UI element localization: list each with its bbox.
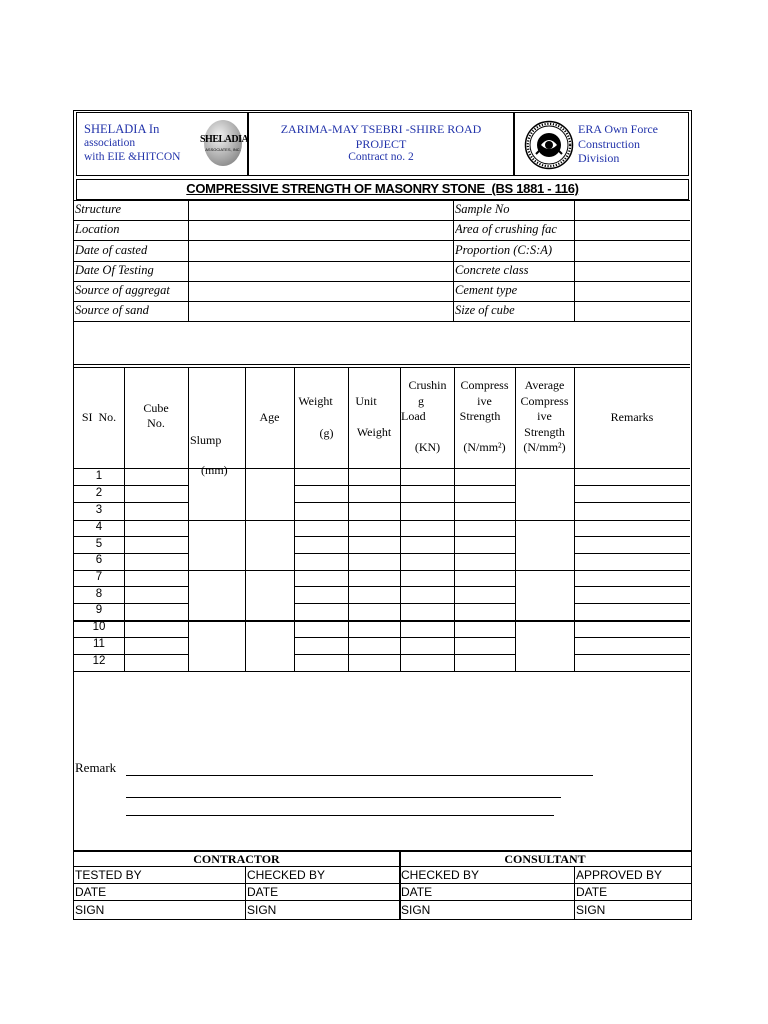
checked-by-label: CHECKED BY [247, 868, 326, 882]
header-right-line3: Division [578, 151, 620, 165]
info-label-area-crushing: Area of crushing fac [455, 222, 557, 236]
approved-by-label: APPROVED BY [576, 868, 663, 882]
sign-label: SIGN [401, 903, 431, 917]
remark-line [126, 797, 561, 798]
project-line1: ZARIMA-MAY TSEBRI -SHIRE ROAD [280, 122, 482, 136]
row-line [74, 485, 188, 486]
col-header-comp-4: (N/mm²) [463, 440, 506, 454]
sheladia-logo [200, 119, 249, 167]
col-header-unit-weight-1: Unit [355, 394, 377, 408]
info-label-source-sand: Source of sand [75, 303, 149, 317]
project-line3: Contract no. 2 [348, 151, 414, 163]
col-header-comp-2: ive [477, 394, 492, 408]
header-right-line2: Construction [578, 137, 640, 151]
row-line [574, 536, 690, 537]
row-number: 1 [95, 470, 103, 482]
row-number: 8 [95, 588, 103, 600]
col-header-avg-5: (N/mm²) [523, 440, 566, 454]
row-line [574, 603, 690, 604]
row-number: 12 [92, 655, 106, 667]
col-header-comp-3: Strength [459, 409, 501, 423]
col-header-remarks: Remarks [610, 410, 654, 424]
info-line [74, 240, 690, 241]
col-header-avg-1: Average [524, 378, 565, 392]
row-line [574, 485, 690, 486]
contractor-heading: CONTRACTOR [193, 852, 280, 866]
group-line [74, 620, 690, 622]
info-label-source-aggregate: Source of aggregat [75, 283, 170, 297]
row-line [294, 536, 515, 537]
remark-label: Remark [75, 760, 117, 775]
remark-line [126, 775, 593, 776]
row-line [574, 654, 690, 655]
group-line [74, 570, 690, 571]
col-header-crushing-1: Crushin [408, 378, 447, 392]
header-left-line2: association [84, 137, 136, 149]
row-number: 11 [93, 638, 105, 650]
row-line [74, 536, 188, 537]
logo-subtext: ASSOCIATES, INC. [205, 147, 241, 152]
info-label-location: Location [75, 222, 120, 236]
date-label: DATE [75, 885, 107, 899]
sign-label: SIGN [75, 903, 105, 917]
col-header-weight-2: (g) [319, 426, 334, 440]
footer-line [74, 883, 691, 884]
row-line [574, 553, 690, 554]
row-number: 3 [95, 504, 103, 516]
era-emblem [524, 120, 574, 170]
info-line [74, 301, 690, 302]
info-line [74, 220, 690, 221]
info-label-structure: Structure [75, 202, 122, 216]
col-header-crushing-2: g [418, 394, 424, 408]
row-line [294, 485, 515, 486]
col-header-slump-2: (mm) [201, 463, 228, 477]
info-label-concrete-class: Concrete class [455, 263, 529, 277]
info-label-date-testing: Date Of Testing [75, 263, 154, 277]
col-header-avg-3: ive [537, 409, 552, 423]
row-line [294, 603, 515, 604]
sign-label: SIGN [247, 903, 277, 917]
row-line [74, 586, 188, 587]
checked-by-label: CHECKED BY [401, 868, 480, 882]
info-vline [453, 200, 454, 321]
row-number: 9 [95, 604, 103, 616]
col-header-crushing-3: Load [401, 409, 426, 423]
row-number: 4 [95, 521, 103, 533]
table-line [74, 367, 690, 368]
row-line [294, 553, 515, 554]
consultant-heading: CONSULTANT [504, 852, 586, 866]
row-line [574, 502, 690, 503]
info-label-size-cube: Size of cube [455, 303, 515, 317]
col-header-comp-1: Compress [460, 378, 509, 392]
row-line [294, 502, 515, 503]
header-right-line1: ERA Own Force [578, 122, 658, 136]
col-header-cube-1: Cube [143, 401, 169, 415]
row-line [574, 586, 690, 587]
col-header-slump-1: Slump [190, 433, 222, 447]
page-title: COMPRESSIVE STRENGTH OF MASONRY STONE (BS 1881 - 116) [186, 181, 579, 196]
info-line [74, 321, 690, 322]
info-vline [188, 200, 189, 321]
row-number: 7 [95, 571, 103, 583]
info-line [74, 281, 690, 282]
row-line [294, 654, 515, 655]
row-number: 5 [95, 538, 103, 550]
info-line [74, 261, 690, 262]
remark-line [126, 815, 554, 816]
project-line2: PROJECT [355, 137, 407, 151]
col-header-crushing-4: (KN) [414, 440, 441, 454]
col-header-avg-4: Strength [524, 425, 565, 439]
col-header-si-no: SI No. [81, 410, 117, 424]
info-vline [574, 200, 575, 321]
sign-label: SIGN [576, 903, 606, 917]
col-header-unit-weight-2: Weight [356, 425, 392, 439]
date-label: DATE [576, 885, 608, 899]
header-left-line1: SHELADIA In [84, 122, 160, 136]
row-line [74, 502, 188, 503]
logo-text: SHELADIA [200, 134, 249, 145]
info-label-cement-type: Cement type [455, 283, 518, 297]
row-number: 10 [92, 621, 106, 633]
info-label-sample-no: Sample No [455, 202, 510, 216]
row-line [574, 637, 690, 638]
col-header-avg-2: Compress [520, 394, 569, 408]
row-number: 2 [95, 487, 103, 499]
tested-by-label: TESTED BY [75, 868, 142, 882]
footer-line [74, 900, 691, 901]
col-header-age: Age [259, 410, 280, 424]
row-number: 6 [95, 554, 103, 566]
col-header-weight-1: Weight [298, 394, 333, 408]
table-bottom-line [74, 671, 690, 672]
row-line [294, 637, 515, 638]
date-label: DATE [247, 885, 279, 899]
footer-vline [245, 866, 246, 919]
info-label-proportion: Proportion (C:S:A) [455, 243, 553, 257]
table-line [74, 468, 690, 469]
col-header-cube-2: No. [147, 416, 165, 430]
spacer-line [74, 364, 690, 365]
date-label: DATE [401, 885, 433, 899]
footer-vline [574, 866, 575, 919]
group-line [74, 520, 690, 521]
info-label-date-casted: Date of casted [75, 243, 148, 257]
row-line [294, 586, 515, 587]
header-left-line3: with EIE &HITCON [84, 151, 181, 163]
info-line [74, 200, 690, 201]
